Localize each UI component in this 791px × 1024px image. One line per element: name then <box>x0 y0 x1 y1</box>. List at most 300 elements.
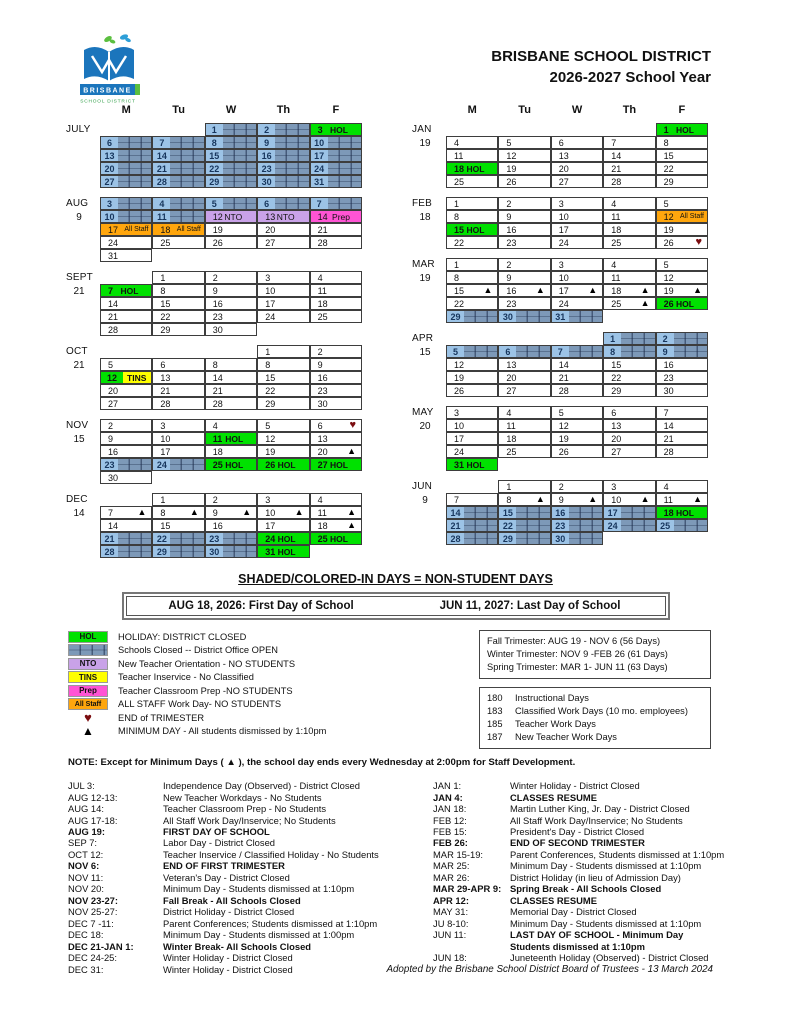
day-number: 2 <box>558 481 564 492</box>
tins-swatch: TINS <box>68 671 108 683</box>
day-number: 14 <box>153 150 170 161</box>
day-number: 22 <box>206 163 223 174</box>
day-cell <box>310 445 362 458</box>
event-row <box>68 941 433 952</box>
day-cell <box>205 149 257 162</box>
butterfly-blue-icon <box>119 34 131 43</box>
day-cell <box>257 397 309 410</box>
day-count-number: 180 <box>487 693 503 704</box>
day-cell <box>152 419 204 432</box>
legend-text: MINIMUM DAY - All students dismissed by 1:10pm <box>118 726 327 737</box>
day-cell <box>310 271 362 284</box>
legend-row <box>68 684 479 698</box>
day-number: 10 <box>558 272 569 283</box>
day-number: 21 <box>212 385 223 396</box>
day-cell <box>446 175 498 188</box>
day-number: 28 <box>317 237 328 248</box>
day-number: 7 <box>108 285 114 296</box>
day-number: 15 <box>160 298 171 309</box>
day-cell <box>205 545 257 558</box>
day-cell <box>446 236 498 249</box>
closed-stripes-pattern <box>516 533 549 544</box>
day-cell <box>152 493 204 506</box>
day-number: 29 <box>206 176 223 187</box>
day-cell <box>205 358 257 371</box>
day-number: 27 <box>558 176 569 187</box>
day-number: 7 <box>552 346 569 357</box>
day-number: 22 <box>499 520 516 531</box>
day-cell <box>551 519 603 532</box>
day-cell <box>446 419 498 432</box>
day-cell <box>152 310 204 323</box>
day-cell <box>656 371 708 384</box>
day-number: 7 <box>611 137 617 148</box>
closed-stripes-pattern <box>275 150 308 161</box>
day-count-row <box>487 705 703 718</box>
day-number: 12 <box>663 211 674 222</box>
day-number: 5 <box>663 259 669 270</box>
day-cell <box>257 123 309 136</box>
event-description: FIRST DAY OF SCHOOL <box>163 825 270 837</box>
day-cell <box>446 506 498 519</box>
day-count-row <box>487 731 703 744</box>
month-name: JUN <box>412 481 433 492</box>
day-number: 8 <box>506 494 512 505</box>
day-cell <box>551 345 603 358</box>
empty-day-cell <box>603 123 655 136</box>
day-number: 25 <box>160 237 171 248</box>
day-cell <box>152 397 204 410</box>
day-number: 3 <box>265 494 271 505</box>
day-number: 2 <box>258 124 275 135</box>
day-cell <box>656 210 708 223</box>
page-header <box>0 0 791 104</box>
event-description: Minimum Day - Students dismissed at 1:10pm <box>163 883 355 895</box>
day-number: 2 <box>317 346 323 357</box>
day-number: 1 <box>265 346 271 357</box>
day-number: 8 <box>160 285 166 296</box>
day-cell <box>446 284 498 297</box>
day-cell <box>152 136 204 149</box>
logo-banner-accent <box>135 84 140 95</box>
day-cell <box>498 136 550 149</box>
closed-stripes-pattern <box>328 137 361 148</box>
day-number: 4 <box>317 494 323 505</box>
day-number: 21 <box>317 224 328 235</box>
closed-stripes-pattern <box>118 163 151 174</box>
fall-trimester-line: Fall Trimester: AUG 19 - NOV 6 (56 Days) <box>487 636 661 646</box>
day-number: 4 <box>611 259 617 270</box>
day-number: 11 <box>663 494 673 505</box>
closed-stripes-pattern <box>328 163 361 174</box>
event-description: CLASSES RESUME <box>510 894 597 906</box>
day-cell <box>205 136 257 149</box>
day-cell <box>310 371 362 384</box>
event-row <box>68 964 433 975</box>
weekday-label: M <box>121 104 131 116</box>
closed-stripes-pattern <box>223 176 256 187</box>
day-cell <box>205 162 257 175</box>
day-cell <box>257 432 309 445</box>
minimum-day-icon: ▲ <box>640 298 650 308</box>
day-cell <box>310 236 362 249</box>
event-row <box>433 883 783 894</box>
day-cell <box>205 397 257 410</box>
logo-name-text: BRISBANE <box>83 87 132 95</box>
day-number: 30 <box>206 546 223 557</box>
closed-stripes-pattern <box>275 124 308 135</box>
minimum-day-icon: ▲ <box>640 494 650 504</box>
day-number: 1 <box>454 198 460 209</box>
district-logo-image <box>78 34 142 106</box>
day-cell <box>498 532 550 545</box>
butterfly-green-icon <box>103 35 116 45</box>
closed-stripes-pattern <box>170 198 203 209</box>
event-row <box>68 837 433 848</box>
event-description: CLASSES RESUME <box>510 791 597 803</box>
day-number: 25 <box>611 298 622 309</box>
day-number: 9 <box>212 285 218 296</box>
event-date: DEC 21-JAN 1: <box>68 940 134 952</box>
day-cell <box>551 506 603 519</box>
day-cell <box>310 297 362 310</box>
month-label <box>412 406 446 471</box>
day-cell <box>205 506 257 519</box>
closed-stripes-pattern <box>118 150 151 161</box>
closed-stripes-pattern <box>223 198 256 209</box>
day-cell <box>551 532 603 545</box>
day-cell <box>100 284 152 297</box>
month-mar <box>412 258 708 323</box>
day-cell <box>603 345 655 358</box>
month-name: JULY <box>66 124 91 135</box>
day-number: 20 <box>101 163 118 174</box>
empty-day-cell <box>100 345 152 358</box>
day-number: 1 <box>506 481 512 492</box>
month-label <box>412 123 446 188</box>
closed-stripes-pattern <box>118 533 151 544</box>
day-cell <box>100 532 152 545</box>
closed-stripes-pattern <box>170 546 203 557</box>
day-number: 14 <box>663 420 674 431</box>
day-number: 11 <box>317 285 327 296</box>
day-cell <box>257 445 309 458</box>
day-number: 9 <box>317 359 323 370</box>
event-date: FEB 12: <box>433 814 467 826</box>
day-number: 8 <box>265 359 271 370</box>
day-number: 13 <box>317 433 328 444</box>
day-cell <box>310 162 362 175</box>
event-description: Juneteenth Holiday (Observed) - District Closed <box>510 952 709 964</box>
day-number: 10 <box>311 137 328 148</box>
event-date: MAY 31: <box>433 906 469 918</box>
day-cell <box>551 493 603 506</box>
weekday-label: F <box>332 104 340 116</box>
day-number: 31 <box>108 250 119 261</box>
day-cell <box>205 445 257 458</box>
page-titles <box>491 46 711 104</box>
day-cell <box>551 271 603 284</box>
day-number: 9 <box>258 137 275 148</box>
day-number: 8 <box>604 346 621 357</box>
day-number: 20 <box>317 446 328 457</box>
day-number: 13 <box>101 150 118 161</box>
day-number: 20 <box>558 163 569 174</box>
day-number: 18 <box>212 446 223 457</box>
month-label <box>66 197 100 262</box>
day-number: 26 <box>663 298 674 309</box>
winter-trimester-line: Winter Trimester: NOV 9 -FEB 26 (61 Days) <box>487 649 668 660</box>
month-label <box>66 419 100 484</box>
month-daycount: 9 <box>76 212 82 223</box>
day-cell <box>446 358 498 371</box>
day-number: 12 <box>212 211 223 222</box>
day-cell <box>603 210 655 223</box>
day-cell <box>257 162 309 175</box>
events-section <box>0 768 791 975</box>
day-tag: All Staff <box>124 226 149 233</box>
day-number: 8 <box>160 507 166 518</box>
day-number: 3 <box>558 198 564 209</box>
closed-stripes-pattern <box>223 163 256 174</box>
event-description: Teacher Inservice / Classified Holiday - No Students <box>163 848 379 860</box>
legend-row <box>68 630 479 644</box>
day-number: 3 <box>317 124 323 135</box>
day-number: 8 <box>454 272 460 283</box>
day-number: 8 <box>454 211 460 222</box>
day-number: 31 <box>311 176 328 187</box>
day-number: 18 <box>663 507 674 518</box>
day-cell <box>205 519 257 532</box>
event-date: NOV 23-27: <box>68 894 119 906</box>
day-number: 14 <box>558 359 569 370</box>
minimum-day-icon: ▲ <box>693 285 702 295</box>
day-cell <box>205 123 257 136</box>
day-number: 4 <box>506 407 512 418</box>
closed-stripes-pattern <box>170 163 203 174</box>
day-cell <box>498 236 550 249</box>
day-cell <box>603 162 655 175</box>
day-cell <box>498 445 550 458</box>
legend-row <box>68 644 479 658</box>
day-number: 22 <box>454 237 465 248</box>
month-nov <box>66 419 362 484</box>
closed-stripes-pattern <box>170 137 203 148</box>
event-description: District Holiday (in lieu of Admission Day) <box>510 871 681 883</box>
day-number: 7 <box>454 494 460 505</box>
day-cell <box>498 297 550 310</box>
day-cell <box>310 223 362 236</box>
day-cell <box>100 323 152 336</box>
day-cell <box>100 236 152 249</box>
day-tag: NTO <box>224 211 243 222</box>
day-cell <box>152 210 204 223</box>
day-tag: All Staff <box>680 213 704 220</box>
day-cell <box>446 223 498 236</box>
event-description: President's Day - District Closed <box>510 825 645 837</box>
day-cell <box>551 432 603 445</box>
day-cell <box>100 371 152 384</box>
event-description: Veteran's Day - District Closed <box>163 871 290 883</box>
day-number: 23 <box>206 533 223 544</box>
day-number: 12 <box>101 372 123 383</box>
event-row <box>433 918 783 929</box>
event-description: Labor Day - District Closed <box>163 837 276 849</box>
day-number: 11 <box>506 420 516 431</box>
day-number: 14 <box>108 298 119 309</box>
day-cell <box>152 149 204 162</box>
day-number: 30 <box>108 472 119 483</box>
day-cell <box>656 493 708 506</box>
day-cell <box>446 149 498 162</box>
day-number: 10 <box>101 211 118 222</box>
day-cell <box>551 406 603 419</box>
day-tag: HOL <box>277 533 296 544</box>
day-cell <box>656 197 708 210</box>
day-number: 22 <box>454 298 465 309</box>
event-date: JUN 18: <box>433 952 467 964</box>
month-grid <box>446 197 708 249</box>
day-number: 11 <box>317 507 327 518</box>
event-row <box>68 895 433 906</box>
day-cell <box>446 210 498 223</box>
day-number: 23 <box>506 298 517 309</box>
closed-stripes-pattern <box>621 346 654 357</box>
event-date: JUL 3: <box>68 780 95 792</box>
event-date: MAR 29-APR 9: <box>433 883 502 895</box>
month-name: AUG <box>66 198 89 209</box>
closed-stripes-pattern <box>223 546 256 557</box>
day-number: 24 <box>454 446 465 457</box>
day-number: 16 <box>506 224 517 235</box>
day-number: 6 <box>611 407 617 418</box>
day-count-label: Instructional Days <box>515 693 589 704</box>
day-number: 18 <box>611 285 622 296</box>
day-number: 9 <box>212 507 218 518</box>
legend-row <box>68 671 479 685</box>
day-number: 16 <box>212 298 223 309</box>
day-number: 6 <box>317 420 323 431</box>
month-july <box>66 123 362 188</box>
day-cell <box>498 162 550 175</box>
month-daycount: 21 <box>73 360 85 371</box>
day-cell <box>498 310 550 323</box>
day-cell <box>152 162 204 175</box>
empty-day-cell <box>446 480 498 493</box>
day-cell <box>446 197 498 210</box>
day-cell <box>152 175 204 188</box>
day-number: 21 <box>153 163 170 174</box>
school-year-title: 2026-2027 School Year <box>549 69 711 86</box>
day-cell <box>656 506 708 519</box>
day-number: 28 <box>558 385 569 396</box>
day-cell <box>603 236 655 249</box>
weekday-label: M <box>467 104 477 116</box>
day-tag: Prep <box>332 211 350 222</box>
day-cell <box>656 432 708 445</box>
event-description: Teacher Classroom Prep - No Students <box>163 803 327 815</box>
day-number: 6 <box>160 359 166 370</box>
closed-stripes-pattern <box>516 346 549 357</box>
day-number: 5 <box>447 346 464 357</box>
day-cell <box>152 271 204 284</box>
day-cell <box>498 432 550 445</box>
closed-stripes-pattern <box>275 163 308 174</box>
day-number: 29 <box>611 385 622 396</box>
nto-swatch: NTO <box>68 658 108 670</box>
day-number: 15 <box>160 520 171 531</box>
month-jun <box>412 480 708 545</box>
event-description: Spring Break - All Schools Closed <box>510 883 662 895</box>
day-number: 3 <box>558 259 564 270</box>
day-cell <box>100 445 152 458</box>
day-number: 25 <box>454 176 465 187</box>
day-number: 28 <box>611 176 622 187</box>
day-number: 4 <box>663 481 669 492</box>
day-cell <box>656 519 708 532</box>
day-cell <box>100 175 152 188</box>
day-cell <box>656 136 708 149</box>
day-tag: HOL <box>466 459 485 470</box>
day-cell <box>310 458 362 471</box>
legend-text: New Teacher Orientation - NO STUDENTS <box>118 658 296 669</box>
day-number: 23 <box>552 520 569 531</box>
day-count-label: Teacher Work Days <box>515 719 596 730</box>
day-cell <box>257 519 309 532</box>
month-aug <box>66 197 362 262</box>
day-number: 31 <box>454 459 465 470</box>
event-description: Winter Holiday - District Closed <box>510 780 640 792</box>
day-number: 18 <box>611 224 622 235</box>
day-cell <box>257 371 309 384</box>
day-number: 14 <box>611 150 622 161</box>
month-daycount: 15 <box>73 434 85 445</box>
day-cell <box>257 175 309 188</box>
event-description: END OF FIRST TRIMESTER <box>163 860 285 872</box>
day-cell <box>498 358 550 371</box>
day-cell <box>498 345 550 358</box>
day-cell <box>100 519 152 532</box>
event-row <box>68 872 433 883</box>
day-cell <box>205 493 257 506</box>
weekday-label: W <box>571 104 583 116</box>
day-number: 11 <box>611 211 621 222</box>
day-number: 10 <box>611 494 622 505</box>
day-number: 6 <box>258 198 275 209</box>
day-cell <box>310 493 362 506</box>
day-number: 6 <box>558 137 564 148</box>
day-cell <box>310 345 362 358</box>
day-cell <box>603 197 655 210</box>
event-row <box>433 929 783 940</box>
day-cell <box>205 236 257 249</box>
weekday-label: Tu <box>172 104 185 116</box>
event-row <box>433 792 783 803</box>
day-number: 7 <box>108 507 114 518</box>
day-cell <box>498 506 550 519</box>
day-cell <box>100 136 152 149</box>
day-number: 5 <box>506 137 512 148</box>
day-cell <box>551 236 603 249</box>
day-cell <box>257 236 309 249</box>
day-number: 15 <box>611 359 622 370</box>
day-number: 22 <box>160 311 171 322</box>
day-cell <box>310 506 362 519</box>
adoption-footer: Adopted by the Brisbane School District Board of Trustees - 13 March 2024 <box>386 964 713 975</box>
day-number: 10 <box>454 420 465 431</box>
day-cell <box>446 258 498 271</box>
day-number: 4 <box>212 420 218 431</box>
